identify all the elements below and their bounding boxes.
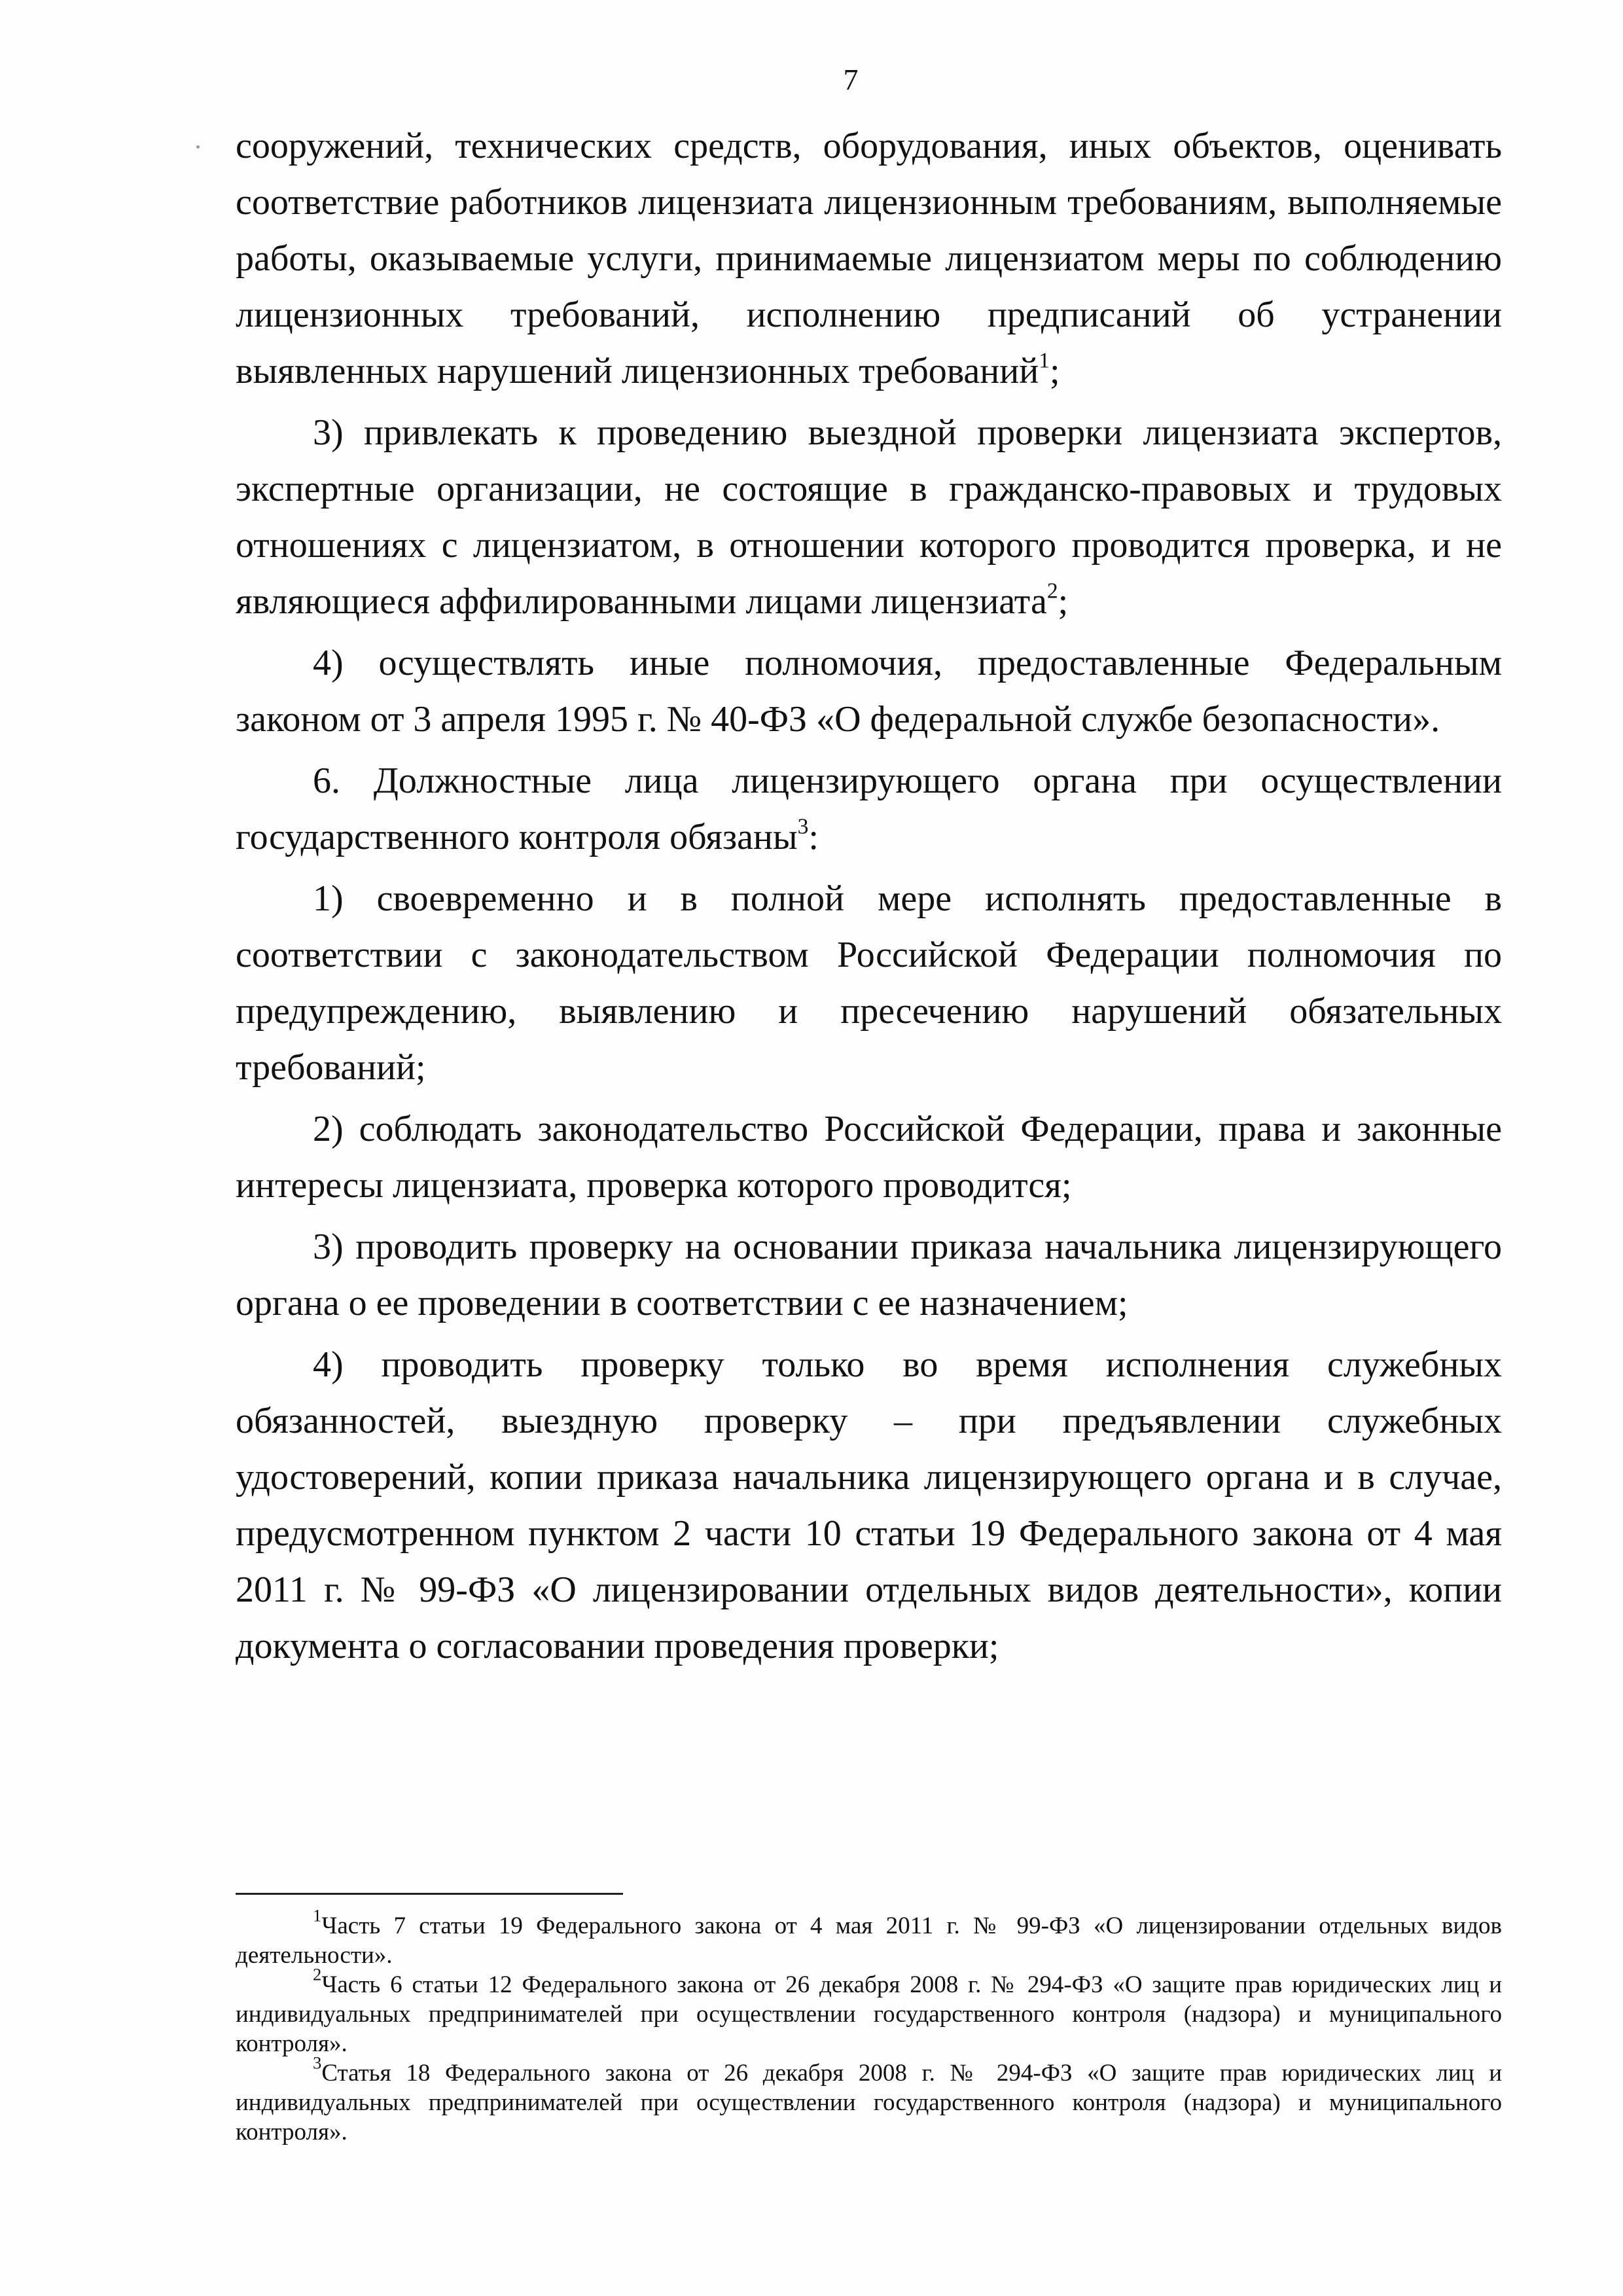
scan-artifact-dot [196, 145, 200, 149]
footnote-mark: 1 [313, 1905, 322, 1926]
paragraph-text: 3) проводить проверку на основании приказа начальника лицензирующего органа о ее проведении в соответствии с ее назначением; [236, 1227, 1502, 1323]
footnotes [236, 1905, 1502, 2147]
paragraph-text: 2) соблюдать законодательство Российской Федерации, права и законные интересы лицензиата, проверка которого проводится; [236, 1109, 1502, 1206]
paragraph-duty-3 [236, 1219, 1502, 1331]
paragraph-section-6 [236, 753, 1502, 865]
body-text [236, 118, 1502, 1674]
paragraph-tail: : [808, 817, 819, 857]
paragraph-tail: ; [1058, 581, 1069, 622]
footnote-text: Статья 18 Федерального закона от 26 декабря 2008 г. № 294-ФЗ «О защите прав юридических лиц и индивидуальных предпринимателей при осуществлении государственного контроля (надзора) и муниципального контроля». [236, 2060, 1502, 2145]
footnote-ref-3[interactable]: 3 [797, 814, 809, 839]
footnote-3 [236, 2053, 1502, 2147]
footnote-text: Часть 6 статьи 12 Федерального закона от 26 декабря 2008 г. № 294-ФЗ «О защите прав юридических лиц и индивидуальных предпринимателей при осуществлении государственного контроля (надзора) и муниципального контроля». [236, 1971, 1502, 2057]
paragraph-item-3-engage-experts [236, 404, 1502, 630]
footnote-separator [236, 1893, 623, 1895]
paragraph-text: сооружений, технических средств, оборудования, иных объектов, оценивать соответствие работников лицензиата лицензионным требованиям, выполняемые работы, оказываемые услуги, принимаемые лицензиатом меры по соблюдению лицензионных требований, исполнению предписаний об устранении выявленных нарушений лицензионных требований [236, 126, 1502, 391]
footnote-ref-2[interactable]: 2 [1046, 579, 1058, 603]
paragraph-tail: ; [1049, 351, 1060, 391]
paragraph-item-4-other-powers [236, 635, 1502, 747]
footnote-mark: 3 [313, 2053, 322, 2073]
paragraph-duty-2 [236, 1101, 1502, 1213]
paragraph-duty-1 [236, 870, 1502, 1096]
footnote-text: Часть 7 статьи 19 Федерального закона от 4 мая 2011 г. № 99-ФЗ «О лицензировании отдельных видов деятельности». [236, 1912, 1502, 1969]
paragraph-text: 3) привлекать к проведению выездной проверки лицензиата экспертов, экспертные организации, не состоящие в гражданско-правовых и трудовых отношениях с лицензиатом, в отношении которого проводится проверка, и не являющиеся аффилированными лицами лицензиата [236, 412, 1502, 622]
footnote-2 [236, 1964, 1502, 2058]
footnote-1 [236, 1905, 1502, 1970]
paragraph-text: 1) своевременно и в полной мере исполнять предоставленные в соответствии с законодательством Российской Федерации полномочия по предупреждению, выявлению и пресечению нарушений обязательных требований; [236, 878, 1502, 1088]
paragraph-text: 6. Должностные лица лицензирующего органа при осуществлении государственного контроля обязаны [236, 761, 1502, 857]
paragraph-continuation [236, 118, 1502, 399]
page-number: 7 [843, 63, 859, 96]
paragraph-duty-4 [236, 1336, 1502, 1674]
paragraph-text: 4) проводить проверку только во время исполнения служебных обязанностей, выездную проверку – при предъявлении служебных удостоверений, копии приказа начальника лицензирующего органа и в случае, предусмотренном пунктом 2 части 10 статьи 19 Федерального закона от 4 мая 2011 г. № 99-ФЗ «О лицензировании отдельных видов деятельности», копии документа о согласовании проведения проверки; [236, 1344, 1502, 1666]
footnote-mark: 2 [313, 1964, 322, 1984]
paragraph-text: 4) осуществлять иные полномочия, предоставленные Федеральным законом от 3 апреля 1995 г. № 40-ФЗ «О федеральной службе безопасности». [236, 643, 1502, 740]
footnote-ref-1[interactable]: 1 [1039, 348, 1050, 373]
